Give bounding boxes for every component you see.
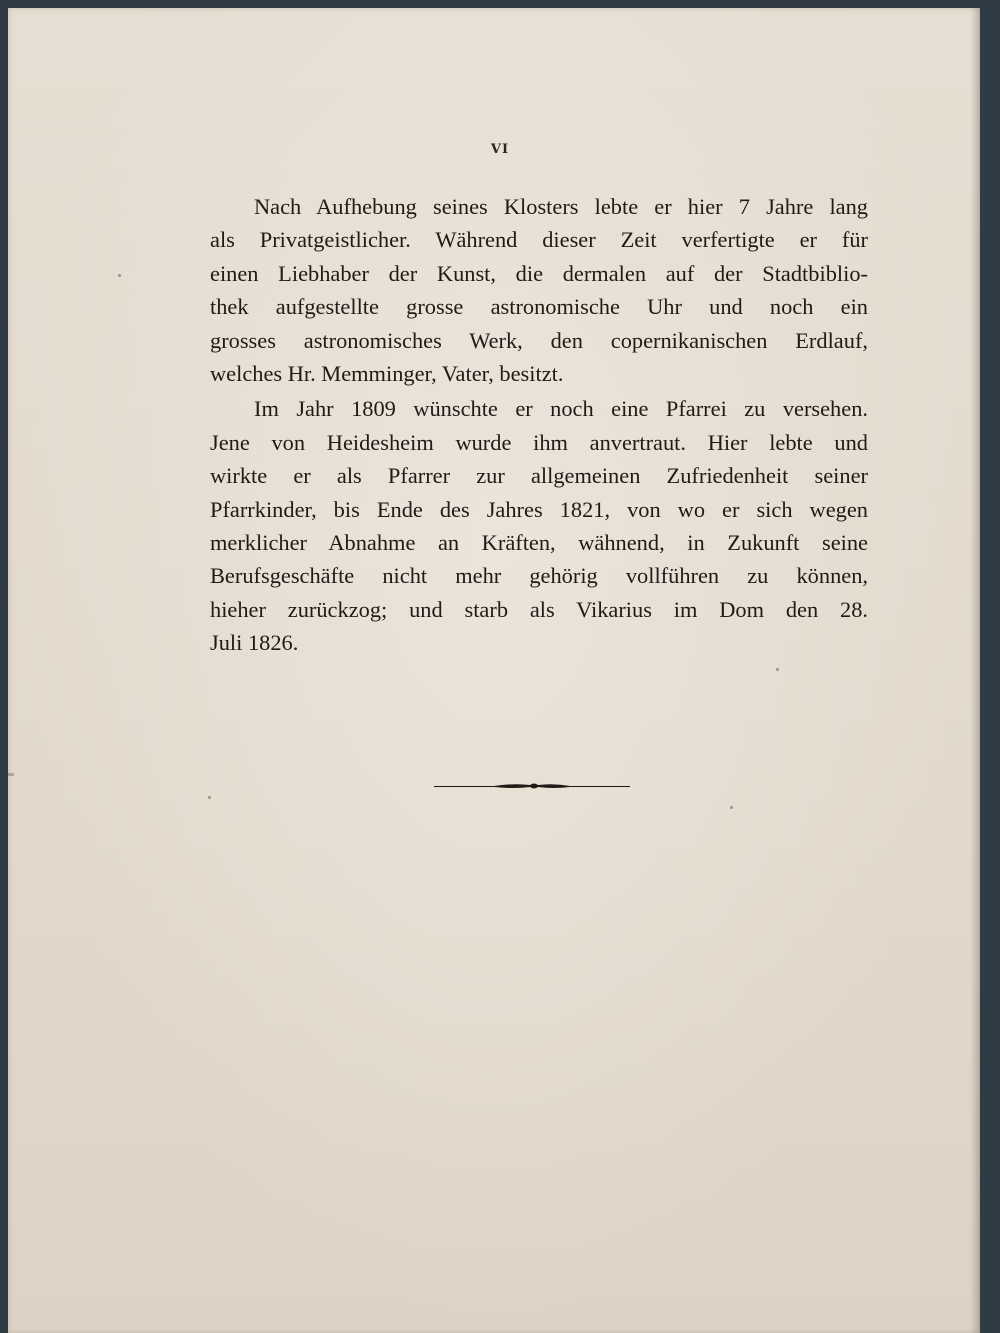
ornament-swell: [434, 784, 630, 789]
paper-speck: [208, 796, 211, 799]
text-line: welches Hr. Memminger, Vater, besitzt.: [210, 361, 564, 387]
page-edge-shadow: [970, 8, 980, 1333]
text-line: als Privatgeistlicher. Während dieser Zeit verfertigte er für: [210, 227, 868, 253]
text-line: grosses astronomisches Werk, den copernikanischen Erdlauf,: [210, 327, 868, 353]
text-line: hieher zurückzog; und starb als Vikarius im Dom den 28.: [210, 596, 868, 622]
text-line: Jene von Heidesheim wurde ihm anvertraut. Hier lebte und: [210, 429, 868, 455]
paper-speck: [118, 274, 121, 277]
text-line: wirkte er als Pfarrer zur allgemeinen Zufriedenheit seiner: [210, 463, 868, 489]
text-line: Im Jahr 1809 wünschte er noch eine Pfarrei zu versehen.: [254, 396, 868, 422]
text-line: Berufsgeschäfte nicht mehr gehörig vollführen zu können,: [210, 563, 868, 589]
text-line: Pfarrkinder, bis Ende des Jahres 1821, von wo er sich wegen: [210, 496, 868, 522]
text-line: Nach Aufhebung seines Klosters lebte er hier 7 Jahre lang: [254, 194, 868, 219]
body-text: [210, 190, 868, 660]
paper-speck: [730, 806, 733, 809]
paper-speck: [776, 668, 779, 671]
paragraph-1: [210, 190, 868, 390]
text-line: thek aufgestellte grosse astronomische Uhr und noch ein: [210, 294, 868, 320]
page-fold-mark: [8, 773, 14, 776]
text-line: merklicher Abnahme an Kräften, wähnend, in Zukunft seine: [210, 530, 868, 556]
page-number: VI: [490, 142, 510, 157]
paragraph-2: [210, 392, 868, 659]
text-line: Juli 1826.: [210, 630, 299, 656]
ornamental-rule: [434, 779, 630, 793]
text-line: einen Liebhaber der Kunst, die dermalen auf der Stadtbiblio-: [210, 260, 868, 286]
